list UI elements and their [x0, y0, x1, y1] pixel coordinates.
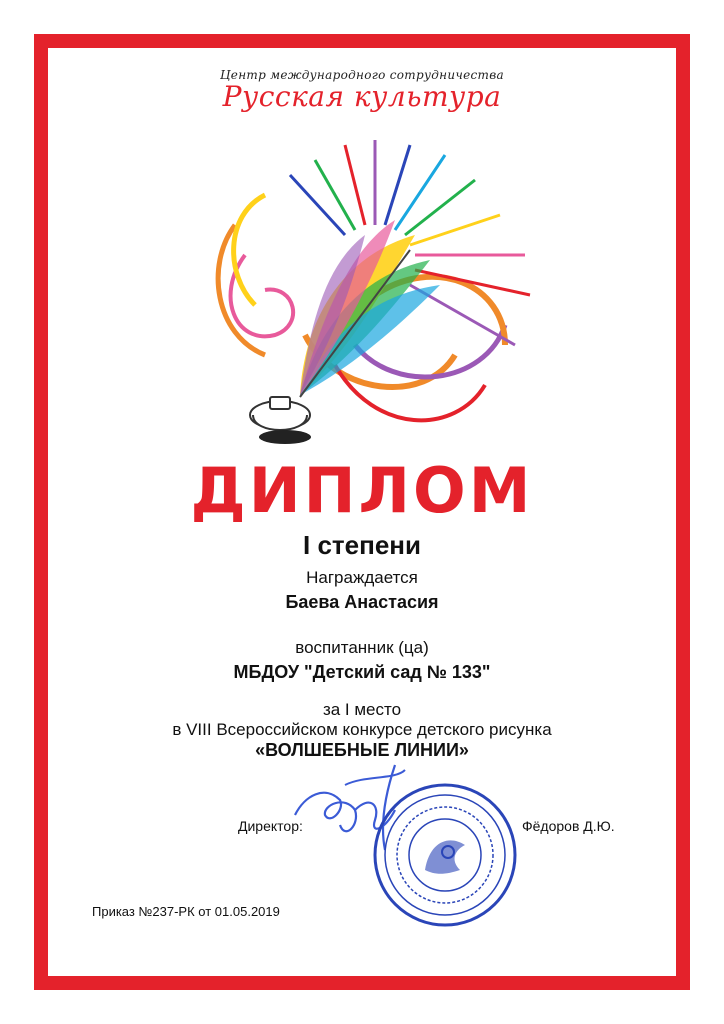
diploma-degree: I степени [303, 530, 421, 560]
round-seal-stamp-icon [370, 780, 520, 930]
contest-name: «ВОЛШЕБНЫЕ ЛИНИИ» [255, 740, 469, 760]
pupil-label: воспитанник (ца) [295, 638, 429, 657]
director-name: Фёдоров Д.Ю. [522, 818, 615, 834]
org-subtitle: Центр международного сотрудничества [220, 68, 504, 82]
org-name: Русская культура [222, 80, 502, 113]
diploma-title: ДИПЛОМ [190, 454, 534, 527]
awarded-label: Награждается [306, 568, 418, 587]
place-text: за I место [322, 700, 402, 719]
contest-text: в VIII Всероссийском конкурсе детского рисунка [172, 720, 552, 739]
recipient-name: Баева Анастасия [285, 592, 439, 612]
director-label: Директор: [238, 818, 303, 834]
institution-name: МБДОУ "Детский сад № 133" [233, 662, 491, 682]
quill-feather-inkwell-icon [205, 135, 545, 455]
order-number: Приказ №237-РК от 01.05.2019 [92, 904, 280, 919]
